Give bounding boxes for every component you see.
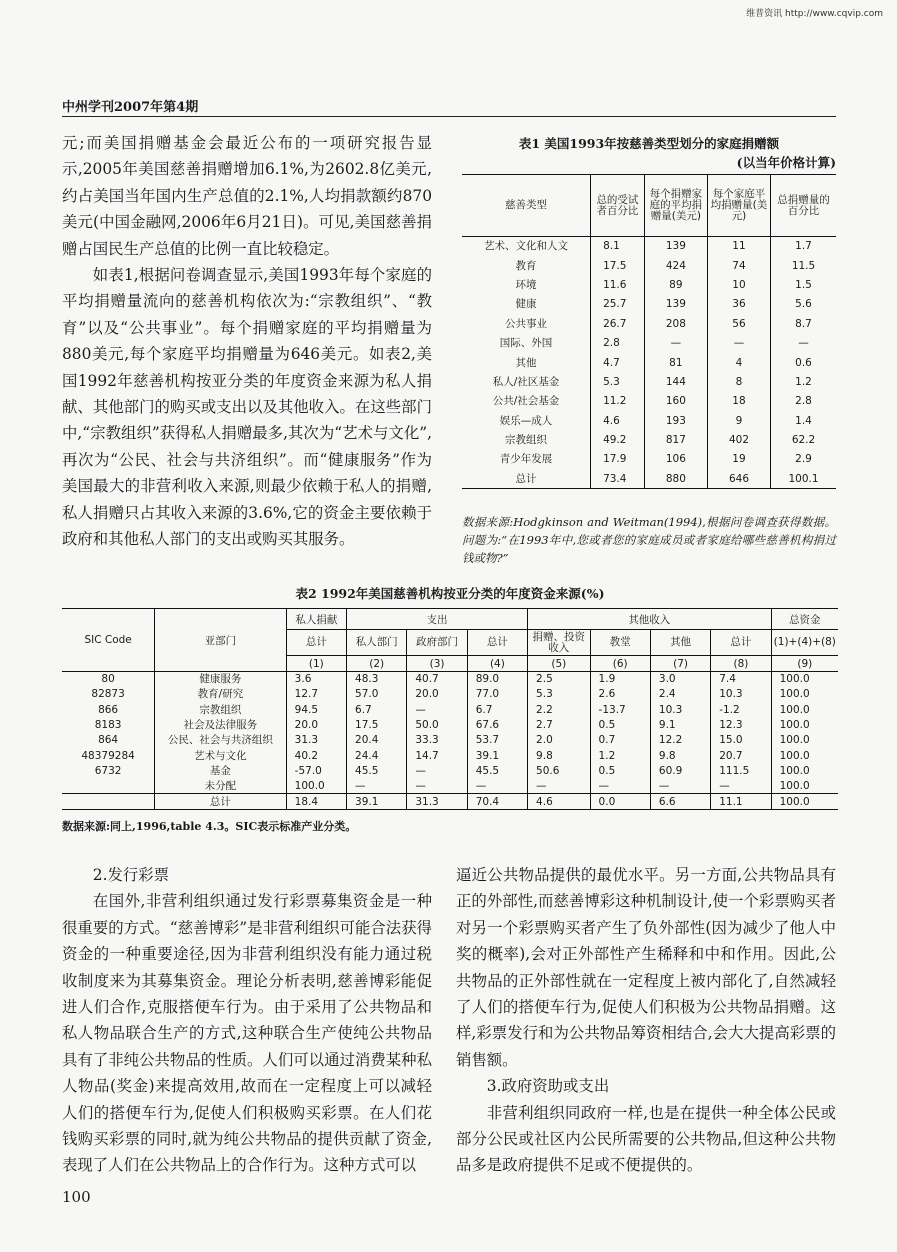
table-cell: 6.7: [347, 702, 407, 717]
table-header-cell: (4): [467, 656, 527, 672]
table-cell: —: [590, 779, 650, 794]
table-cell: [62, 794, 155, 809]
table-cell: 公共事业: [505, 317, 548, 330]
table-cell: 17.9: [591, 450, 645, 469]
table-cell: 100.0: [771, 672, 838, 687]
table-cell: 8.1: [591, 237, 645, 256]
table-cell: 12.3: [711, 717, 771, 732]
table-row: [462, 353, 836, 372]
table-row: [62, 733, 838, 748]
table-cell: 45.5: [467, 763, 527, 778]
table-cell: 9.1: [650, 717, 710, 732]
table-header-cell: (1)+(4)+(8): [771, 630, 838, 656]
table-cell: 402: [707, 430, 770, 449]
table-cell: 4.6: [591, 411, 645, 430]
table-cell: 866: [62, 702, 155, 717]
table-cell: 100.0: [771, 717, 838, 732]
table-cell: 艺术、文化和人文: [484, 240, 569, 253]
table-cell: 50.6: [528, 763, 591, 778]
table-row: [462, 411, 836, 430]
left-column-bottom: [62, 862, 432, 1179]
table-cell: 12.2: [650, 733, 710, 748]
table-cell: 48.3: [347, 672, 407, 687]
table-cell: 0.5: [590, 717, 650, 732]
table-cell: 100.0: [771, 794, 838, 809]
table-row: [62, 779, 838, 794]
table-header-cell: 支出: [347, 609, 528, 630]
table-cell: 8.7: [771, 314, 836, 333]
table-cell: 57.0: [347, 687, 407, 702]
table-cell: 2.8: [591, 333, 645, 352]
table-cell: 74: [707, 256, 770, 275]
table-row: [462, 314, 836, 333]
table-cell: 1.2: [771, 372, 836, 391]
table-header-cell: (2): [347, 656, 407, 672]
table-cell: 0.0: [590, 794, 650, 809]
table1-subcaption: (以当年价格计算): [736, 155, 836, 170]
table-cell: —: [347, 779, 407, 794]
table-header-cell: 政府部门: [407, 630, 467, 656]
left-column-top: [62, 130, 432, 553]
table-cell: 未分配: [155, 779, 286, 794]
table-cell: 1.9: [590, 672, 650, 687]
table-header-cell: 私人捐献: [286, 609, 346, 630]
table-cell: 160: [644, 392, 707, 411]
table-cell: —: [528, 779, 591, 794]
table-cell: 31.3: [286, 733, 346, 748]
paragraph: 如表1,根据问卷调查显示,美国1993年每个家庭的平均捐赠量流向的慈善机构依次为:“宗教组织”、“教育”以及“公共事业”。每个捐赠家庭的平均捐赠量为880美元,每个家庭平均捐赠量为646美元。如表2,美国1992年慈善机构按亚分类的年度资金来源为私人捐献、其他部门的购买或支出以及其他收入。在这些部门中,“宗教组织”获得私人捐赠最多,其次为“艺术与文化”,再次为“公民、社会与共济组织”。而“健康服务”作为美国最大的非营利收入来源,则最少依赖于私人的捐赠,私人捐赠只占其收入来源的3.6%,它的资金主要依赖于政府和其他私人部门的支出或购买其服务。: [62, 266, 432, 549]
table-cell: 25.7: [591, 295, 645, 314]
table-cell: 100.1: [771, 469, 836, 488]
table-cell: 社会及法律服务: [155, 717, 286, 732]
table-header-cell: (8): [711, 656, 771, 672]
table-cell: —: [407, 702, 467, 717]
table-header-cell: 总资金: [771, 609, 838, 630]
table-cell: 4.7: [591, 353, 645, 372]
table-cell: 9: [707, 411, 770, 430]
table-cell: 20.0: [286, 717, 346, 732]
table-cell: 1.7: [771, 237, 836, 256]
table-cell: 健康: [515, 298, 537, 311]
table-cell: 总计: [155, 794, 286, 809]
table-cell: 36: [707, 295, 770, 314]
table-cell: 15.0: [711, 733, 771, 748]
table-cell: 2.7: [528, 717, 591, 732]
table-cell: 教育/研究: [155, 687, 286, 702]
table-row: [462, 450, 836, 469]
table-cell: 17.5: [591, 256, 645, 275]
table-group-header-row: [62, 609, 838, 630]
table-cell: 82873: [62, 687, 155, 702]
table-cell: 10: [707, 275, 770, 294]
table-header-cell: 教堂: [590, 630, 650, 656]
table1: [462, 174, 836, 489]
table-cell: 6.6: [650, 794, 710, 809]
table-cell: 864: [62, 733, 155, 748]
table-cell: 20.0: [407, 687, 467, 702]
table-cell: 100.0: [286, 779, 346, 794]
table-cell: 娱乐—成人: [499, 414, 553, 427]
table-cell: 18.4: [286, 794, 346, 809]
table-cell: 40.2: [286, 748, 346, 763]
table-cell: 49.2: [591, 430, 645, 449]
table-row: [62, 763, 838, 778]
table-cell: 100.0: [771, 687, 838, 702]
table-cell: -1.2: [711, 702, 771, 717]
table-cell: 880: [644, 469, 707, 488]
table-cell: —: [467, 779, 527, 794]
table1-source: 数据来源:Hodgkinson and Weitman(1994),根据问卷调查获得数据。问题为:“在1993年中,您或者您的家庭成员或者家庭给哪些慈善机构捐过钱或物?”: [462, 515, 836, 566]
table-row: [62, 748, 838, 763]
table-cell: 3.6: [286, 672, 346, 687]
table-header-cell: 捐赠、投资收入: [528, 630, 591, 656]
table-cell: 10.3: [650, 702, 710, 717]
table-header-cell: 其他: [650, 630, 710, 656]
table-cell: 宗教组织: [155, 702, 286, 717]
table-cell: —: [771, 333, 836, 352]
table-cell: 144: [644, 372, 707, 391]
table-cell: 青少年发展: [499, 453, 553, 466]
table-cell: 环境: [515, 278, 537, 291]
table-row: [462, 275, 836, 294]
table-cell: —: [650, 779, 710, 794]
table-cell: 4.6: [528, 794, 591, 809]
table-row: [62, 687, 838, 702]
table-cell: 19: [707, 450, 770, 469]
table-row: [462, 333, 836, 352]
right-column-bottom: [456, 862, 836, 1179]
table-header-cell: 总计: [711, 630, 771, 656]
table-cell: 9.8: [528, 748, 591, 763]
table-cell: 公民、社会与共济组织: [155, 733, 286, 748]
table-header-row: [462, 175, 836, 237]
paragraph: 元;而美国捐赠基金会最近公布的一项研究报告显示,2005年美国慈善捐赠增加6.1%,为2602.8亿美元,约占美国当年国内生产总值的2.1%,人均捐款额约870美元(中国金融网,2006年6月21日)。可见,美国慈善捐赠占国民生产总值的比例一直比较稳定。: [62, 134, 432, 258]
section-heading: 3.政府资助或支出: [486, 1077, 610, 1096]
table-cell: 9.8: [650, 748, 710, 763]
table-header-cell: 每个捐赠家庭的平均捐赠量(美元): [644, 175, 707, 237]
table-row: [62, 717, 838, 732]
table-cell: 宗教组织: [505, 434, 548, 447]
table-cell: 11.1: [711, 794, 771, 809]
table-cell: 14.7: [407, 748, 467, 763]
table-cell: 24.4: [347, 748, 407, 763]
table-row: [62, 794, 838, 809]
table-cell: 8: [707, 372, 770, 391]
table-header-cell: (1): [286, 656, 346, 672]
table-row: [462, 430, 836, 449]
table-cell: 26.7: [591, 314, 645, 333]
table-header-cell: 总计: [286, 630, 346, 656]
table-cell: 100.0: [771, 702, 838, 717]
table-cell: 89: [644, 275, 707, 294]
table-cell: 11.6: [591, 275, 645, 294]
table-cell: 教育: [515, 259, 537, 272]
table-cell: 53.7: [467, 733, 527, 748]
table-cell: -13.7: [590, 702, 650, 717]
table-header-cell: (3): [407, 656, 467, 672]
table-row: [462, 469, 836, 488]
table-cell: 0.6: [771, 353, 836, 372]
table-cell: 8183: [62, 717, 155, 732]
table-cell: 67.6: [467, 717, 527, 732]
table-cell: 2.5: [528, 672, 591, 687]
table-cell: 18: [707, 392, 770, 411]
table-cell: 国际、外国: [499, 337, 553, 350]
table-cell: 5.3: [591, 372, 645, 391]
table-cell: 11.5: [771, 256, 836, 275]
table-row: [462, 256, 836, 275]
table-cell: 31.3: [407, 794, 467, 809]
table-cell: 3.0: [650, 672, 710, 687]
table-cell: [62, 779, 155, 794]
table-cell: 39.1: [467, 748, 527, 763]
table-cell: 193: [644, 411, 707, 430]
watermark: 维普资讯 http://www.cqvip.com: [746, 9, 883, 19]
table-cell: 11.2: [591, 392, 645, 411]
table-cell: 6732: [62, 763, 155, 778]
table-cell: 2.6: [590, 687, 650, 702]
table-cell: 10.3: [711, 687, 771, 702]
table-cell: 106: [644, 450, 707, 469]
table-cell: 100.0: [771, 733, 838, 748]
table-cell: 100.0: [771, 779, 838, 794]
table-cell: 50.0: [407, 717, 467, 732]
table-cell: 4: [707, 353, 770, 372]
table-cell: 2.0: [528, 733, 591, 748]
table-cell: 139: [644, 237, 707, 256]
page-number: 100: [62, 1188, 91, 1206]
table-cell: 艺术与文化: [155, 748, 286, 763]
table-cell: 20.7: [711, 748, 771, 763]
paragraph: 在国外,非营利组织通过发行彩票募集资金是一种很重要的方式。“慈善博彩”是非营利组织可能合法获得资金的一种重要途径,因为非营利组织没有能力通过税收制度来为其募集资金。理论分析表明,慈善博彩能促进人们合作,克服搭便车行为。由于采用了公共物品和私人物品联合生产的方式,这种联合生产使纯公共物品具有了非纯公共物品的性质。人们可以通过消费某种私人物品(奖金)来提高效用,故而在一定程度上可以减轻人们的搭便车行为,促使人们积极购买彩票。在人们花钱购买彩票的同时,就为纯公共物品的提供贡献了资金,表现了人们在公共物品上的合作行为。这种方式可以: [62, 892, 432, 1175]
table-cell: 208: [644, 314, 707, 333]
table-cell: —: [407, 779, 467, 794]
paragraph: 逼近公共物品提供的最优水平。另一方面,公共物品具有正的外部性,而慈善博彩这种机制设计,使一个彩票购买者对另一个彩票购买者产生了负外部性(因为减少了他人中奖的概率),会对正外部性产生稀释和中和作用。因此,公共物品的正外部性就在一定程度上被内部化了,自然减轻了人们的搭便车行为,促使人们积极为公共物品捐赠。这样,彩票发行和为公共物品筹资相结合,会大大提高彩票的销售额。: [456, 866, 836, 1069]
table-cell: 6.7: [467, 702, 527, 717]
table-cell: 12.7: [286, 687, 346, 702]
table-cell: 1.4: [771, 411, 836, 430]
table-cell: 2.2: [528, 702, 591, 717]
running-head: 中州学刊2007年第4期: [62, 100, 199, 115]
table-cell: 公共/社会基金: [492, 395, 560, 408]
table-cell: —: [644, 333, 707, 352]
table-cell: 5.6: [771, 295, 836, 314]
table-cell: 48379284: [62, 748, 155, 763]
table-cell: 424: [644, 256, 707, 275]
table-header-cell: 每个家庭平均捐赠量(美元): [707, 175, 770, 237]
table-cell: 89.0: [467, 672, 527, 687]
table-cell: 11: [707, 237, 770, 256]
table2-caption: 表2 1992年美国慈善机构按亚分类的年度资金来源(%): [295, 586, 605, 601]
table-cell: 私人/社区基金: [492, 375, 560, 388]
table-cell: —: [711, 779, 771, 794]
table-cell: 40.7: [407, 672, 467, 687]
table-cell: 0.7: [590, 733, 650, 748]
table-header-cell: 总计: [467, 630, 527, 656]
table-cell: 94.5: [286, 702, 346, 717]
table-cell: 20.4: [347, 733, 407, 748]
table-header-cell: 总捐赠量的百分比: [771, 175, 836, 237]
table-cell: 111.5: [711, 763, 771, 778]
table-cell: 0.5: [590, 763, 650, 778]
table2: [62, 608, 838, 810]
table-cell: 646: [707, 469, 770, 488]
table-cell: 7.4: [711, 672, 771, 687]
table-row: [62, 672, 838, 687]
table-cell: 817: [644, 430, 707, 449]
table2-source: 数据来源:同上,1996,table 4.3。SIC表示标准产业分类。: [62, 819, 357, 833]
table-cell: 2.8: [771, 392, 836, 411]
table-header-cell: 其他收入: [528, 609, 772, 630]
table-header-cell: (5): [528, 656, 591, 672]
table-header-cell: (7): [650, 656, 710, 672]
table-cell: 2.4: [650, 687, 710, 702]
table-cell: 17.5: [347, 717, 407, 732]
table-cell: 2.9: [771, 450, 836, 469]
table-cell: 100.0: [771, 763, 838, 778]
table-cell: -57.0: [286, 763, 346, 778]
table-header-cell: SIC Code: [62, 609, 155, 672]
table-row: [462, 295, 836, 314]
paragraph: 非营利组织同政府一样,也是在提供一种全体公民或部分公民或社区内公民所需要的公共物品,但这种公共物品多是政府提供不足或不便提供的。: [456, 1103, 836, 1175]
table-cell: —: [707, 333, 770, 352]
table1-caption: 表1 美国1993年按慈善类型划分的家庭捐赠额: [518, 136, 780, 151]
table-header-cell: 私人部门: [347, 630, 407, 656]
table-cell: 81: [644, 353, 707, 372]
table-cell: 33.3: [407, 733, 467, 748]
table-row: [462, 237, 836, 256]
table-header-cell: 总的受试者百分比: [591, 175, 645, 237]
table-cell: 73.4: [591, 469, 645, 488]
table-row: [62, 702, 838, 717]
table-cell: 139: [644, 295, 707, 314]
table-cell: 60.9: [650, 763, 710, 778]
table-cell: 1.2: [590, 748, 650, 763]
table-cell: 基金: [155, 763, 286, 778]
table-header-cell: 慈善类型: [462, 175, 591, 237]
table-cell: 45.5: [347, 763, 407, 778]
table-cell: —: [407, 763, 467, 778]
table-cell: 其他: [515, 356, 537, 369]
table-cell: 77.0: [467, 687, 527, 702]
table-row: [462, 392, 836, 411]
table-cell: 56: [707, 314, 770, 333]
table-header-cell: 亚部门: [155, 609, 286, 672]
table-cell: 39.1: [347, 794, 407, 809]
table-header-cell: (9): [771, 656, 838, 672]
table-cell: 62.2: [771, 430, 836, 449]
table1-block: [462, 134, 836, 567]
section-heading: 2.发行彩票: [92, 866, 170, 884]
table-cell: 1.5: [771, 275, 836, 294]
table-cell: 总计: [462, 469, 591, 488]
table-row: [462, 372, 836, 391]
table-cell: 70.4: [467, 794, 527, 809]
table-cell: 100.0: [771, 748, 838, 763]
table2-block: [62, 584, 838, 836]
table-header-cell: (6): [590, 656, 650, 672]
table-cell: 5.3: [528, 687, 591, 702]
header-rule: [62, 116, 836, 117]
table-cell: 健康服务: [155, 672, 286, 687]
table-cell: 80: [62, 672, 155, 687]
